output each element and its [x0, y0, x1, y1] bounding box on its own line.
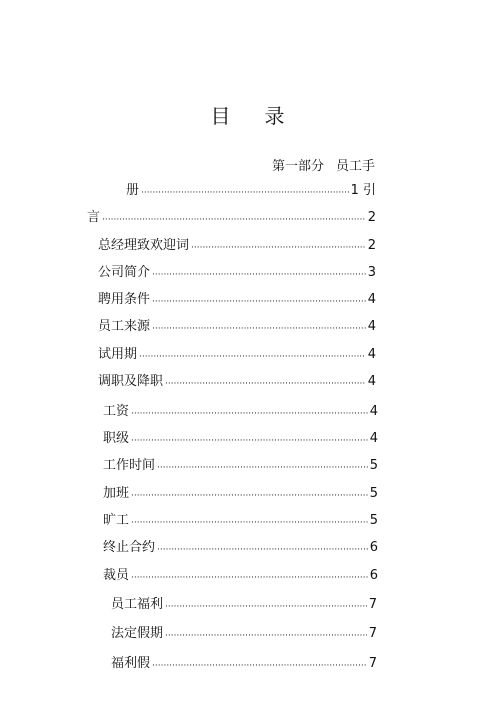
- toc-entry-label: 聘用条件: [98, 292, 151, 307]
- leader-dots: [131, 489, 368, 503]
- toc-entry-page: 5: [369, 458, 378, 473]
- toc-entry[interactable]: [111, 625, 377, 643]
- toc-entry[interactable]: [98, 318, 376, 336]
- leader-dots: [157, 543, 368, 557]
- leader-dots: [131, 407, 368, 421]
- part-heading: [272, 155, 375, 174]
- leader-dots: [131, 516, 368, 530]
- toc-entry[interactable]: [98, 373, 376, 391]
- toc-title: [0, 100, 495, 129]
- leader-dots: [102, 213, 366, 227]
- toc-entry-page: 1 引: [350, 183, 376, 198]
- toc-entry-label: 福利假: [111, 656, 151, 671]
- leader-dots: [152, 268, 366, 282]
- toc-entry[interactable]: [103, 403, 378, 421]
- toc-entry-label: 加班: [103, 486, 130, 501]
- toc-entry-page: 4: [369, 431, 378, 446]
- leader-dots: [139, 350, 366, 364]
- toc-entry-label: 试用期: [98, 347, 138, 362]
- leader-dots: [165, 629, 367, 643]
- leader-dots: [131, 571, 368, 585]
- leader-dots: [165, 600, 367, 614]
- toc-entry-label: 职级: [103, 431, 130, 446]
- toc-entry[interactable]: [103, 539, 378, 557]
- toc-entry-page: 7: [368, 656, 377, 671]
- toc-entry-label: 终止合约: [103, 540, 156, 555]
- toc-entry[interactable]: [103, 485, 378, 503]
- toc-entry-page: 2: [367, 238, 376, 253]
- toc-entry[interactable]: [98, 237, 376, 255]
- leader-dots: [157, 461, 368, 475]
- toc-entry[interactable]: [98, 346, 376, 364]
- part-number: 第一部分: [271, 159, 324, 174]
- toc-entry-page: 2: [367, 210, 376, 225]
- toc-entry-label: 工作时间: [103, 458, 156, 473]
- toc-entry[interactable]: [103, 512, 378, 530]
- leader-dots: [152, 295, 366, 309]
- toc-entry[interactable]: [126, 182, 376, 200]
- toc-entry-page: 6: [369, 568, 378, 583]
- toc-title-char-1: 目: [210, 104, 231, 128]
- toc-entry[interactable]: [111, 655, 377, 673]
- toc-entry-label: 员工福利: [111, 597, 164, 612]
- toc-entry-page: 7: [368, 597, 377, 612]
- leader-dots: [141, 186, 349, 200]
- toc-entry-page: 7: [368, 626, 377, 641]
- toc-entry-label: 言: [87, 210, 101, 225]
- toc-entry-page: 6: [369, 540, 378, 555]
- toc-entry-label: 调职及降职: [98, 374, 164, 389]
- toc-entry[interactable]: [103, 567, 378, 585]
- leader-dots: [152, 659, 367, 673]
- toc-entry-label: 法定假期: [111, 626, 164, 641]
- toc-entry[interactable]: [111, 596, 377, 614]
- toc-entry-label: 裁员: [103, 568, 130, 583]
- toc-entry-page: 4: [369, 404, 378, 419]
- toc-entry-page: 5: [369, 486, 378, 501]
- toc-entry[interactable]: [103, 430, 378, 448]
- toc-entry[interactable]: [103, 457, 378, 475]
- toc-entry-label: 旷工: [103, 513, 130, 528]
- toc-entry[interactable]: [98, 291, 376, 309]
- toc-entry-label: 工资: [103, 404, 130, 419]
- toc-title-char-2: 录: [264, 104, 285, 128]
- leader-dots: [191, 241, 366, 255]
- toc-entry-page: 5: [369, 513, 378, 528]
- toc-entry-label: 册: [126, 183, 140, 198]
- toc-entry-page: 3: [367, 265, 376, 280]
- leader-dots: [152, 322, 366, 336]
- toc-entry-label: 总经理致欢迎词: [98, 238, 190, 253]
- toc-entry-page: 4: [367, 347, 376, 362]
- toc-entry-label: 公司简介: [98, 265, 151, 280]
- part-name: 员工手: [335, 159, 375, 174]
- toc-entry-label: 员工来源: [98, 319, 151, 334]
- toc-entry-page: 4: [367, 292, 376, 307]
- toc-entry[interactable]: [98, 264, 376, 282]
- leader-dots: [165, 377, 366, 391]
- leader-dots: [131, 434, 368, 448]
- toc-entry-page: 4: [367, 319, 376, 334]
- toc-entry-page: 4: [367, 374, 376, 389]
- toc-entry[interactable]: [87, 209, 376, 227]
